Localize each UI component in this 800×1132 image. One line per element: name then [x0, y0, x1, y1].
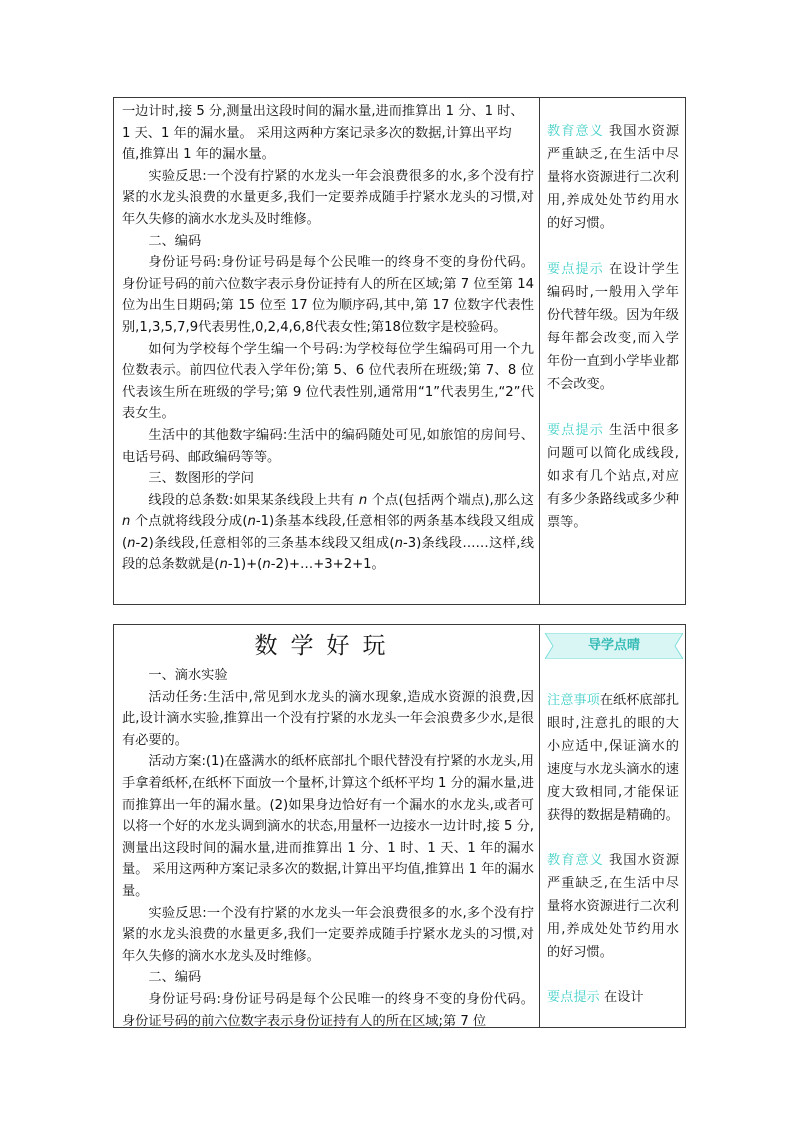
guide-banner	[545, 633, 683, 659]
banner-label: 导学点晴	[587, 638, 640, 653]
note-text: 我国水资源严重缺乏,在生活中尽量将水资源进行二次利用,养成处处节约用水的好习惯。	[547, 124, 680, 231]
id-code-paragraph: 身份证号码:身份证号码是每个公民唯一的终身不变的身份代码。身份证号码的前六位数字表示身份证持有人的所在区域;第 7 位至第 14 位为出生日期码;第 15 位至 17 位为顺序码,其中,第 17 位数字代表性别,1,3,5,7,9代表男性,0,2,4,6,8代表女性;第18位数字是校验码。	[122, 255, 534, 335]
reflection-paragraph: 实验反思:一个没有拧紧的水龙头一年会浪费很多的水,多个没有拧紧的水龙头浪费的水量更多,我们一定要养成随手拧紧水龙头的习惯,对年久失修的滴水水龙头及时维修。	[122, 168, 534, 227]
text-line: 值,推算出 1 年的漏水量。	[122, 147, 275, 163]
page-title: 数学好玩	[254, 633, 399, 659]
segments-text: 个点(包括两个端点),那么这	[371, 492, 534, 508]
segments-text: -3)条线段……这样,线段的总条数就是(	[122, 535, 534, 573]
section-heading-drip: 一、滴水实验	[148, 668, 228, 683]
task-paragraph: 活动任务:生活中,常见到水龙头的滴水现象,造成水资源的浪费,因此,设计滴水实验,推算出一个没有拧紧的水龙头一年会浪费多少水,是很有必要的。	[122, 689, 534, 748]
note-tag: 要点提示	[547, 262, 604, 277]
lesson-panel-bottom	[113, 624, 686, 1028]
side-notes-column	[540, 625, 685, 1027]
note-tag: 注意事项	[547, 693, 600, 708]
section-heading-coding: 二、编码	[148, 233, 202, 249]
plan-paragraph: 活动方案:(1)在盛满水的纸杯底部扎个眼代替没有拧紧的水龙头,用手拿着纸杯,在纸杯下面放一个量杯,计算这个纸杯平均 1 分的漏水量,进而推算出一年的漏水量。(2)如果身边恰好有一个漏水的水龙头,或者可以将一个好的水龙头调到滴水的状态,用量杯一边接水一边计时,接 5 分,测量出这段时间的漏水量,进而推算出 1 分、1 时、1 天、1 年的漏水量。 采用这两种方案记录多次的数据,计算出平均值,推算出 1 年的漏水量。	[122, 754, 534, 899]
note-tag: 教育意义	[547, 124, 604, 139]
note-tag: 要点提示	[547, 990, 600, 1005]
side-note	[540, 98, 685, 235]
side-note	[540, 827, 685, 964]
segments-text: 线段的总条数:如果某条线段上共有	[148, 492, 355, 508]
section-heading-graphs: 三、数图形的学问	[148, 471, 254, 487]
variable-n: n	[122, 514, 131, 530]
main-text-column	[114, 625, 540, 1027]
other-code-paragraph: 生活中的其他数字编码:生活中的编码随处可见,如旅馆的房间号、电话号码、邮政编码等等。	[122, 427, 534, 465]
note-text: 在设计学生编码时,一般用入学年份代替年级。因为年级每年都会改变,而入学年份一直到小学毕业都不会改变。	[547, 262, 680, 392]
section-heading-coding: 二、编码	[148, 970, 202, 986]
segments-text: 个点就将线段分成(	[134, 514, 248, 530]
note-tag: 要点提示	[547, 423, 604, 438]
main-text-column	[114, 98, 540, 604]
segments-paragraph	[122, 490, 534, 576]
text-line: 1 天、1 年的漏水量。 采用这两种方案记录多次的数据,计算出平均	[122, 125, 512, 141]
side-notes-column	[540, 98, 685, 604]
school-code-paragraph: 如何为学校每个学生编一个号码:为学校每位学生编码可用一个九位数表示。前四位代表入学年份;第 5、6 位代表所在班级;第 7、8 位代表该生所在班级的学号;第 9 位代表性别,通常用“1”代表男生,“2”代表女生。	[122, 341, 534, 422]
variable-n: n	[219, 557, 228, 573]
side-note	[540, 235, 685, 396]
lesson-panel-top	[113, 97, 686, 605]
note-text: 在设计	[603, 990, 644, 1005]
note-tag: 教育意义	[547, 853, 604, 868]
text-line: 一边计时,接 5 分,测量出这段时间的漏水量,进而推算出 1 分、1 时、	[122, 104, 524, 119]
id-code-paragraph: 身份证号码:身份证号码是每个公民唯一的终身不变的身份代码。身份证号码的前六位数字表示身份证持有人的所在区域;第 7 位	[122, 991, 534, 1027]
note-text: 生活中很多问题可以简化成线段,如求有几个站点,对应有多少条路线或多少种票等。	[547, 423, 680, 530]
variable-n: n	[247, 514, 256, 530]
side-note	[540, 396, 685, 534]
variable-n: n	[394, 535, 403, 551]
segments-text: -1)条基本线段,任意相邻的两条基本线段又组成(	[122, 514, 534, 551]
reflection-paragraph: 实验反思:一个没有拧紧的水龙头一年会浪费很多的水,多个没有拧紧的水龙头浪费的水量更多,我们一定要养成随手拧紧水龙头的习惯,对年久失修的滴水水龙头及时维修。	[122, 905, 534, 964]
note-text: 在纸杯底部扎眼时,注意扎的眼的大小应适中,保证滴水的速度与水龙头滴水的速度大致相同,才能保证获得的数据是精确的。	[547, 693, 680, 823]
variable-n: n	[358, 492, 368, 508]
segments-text: -1)+(	[227, 557, 263, 573]
note-text: 我国水资源严重缺乏,在生活中尽量将水资源进行二次利用,养成处处节约用水的好习惯。	[547, 853, 680, 960]
segments-text: -2)+…+3+2+1。	[270, 557, 385, 573]
variable-n: n	[127, 535, 136, 551]
variable-n: n	[262, 557, 271, 573]
side-note	[540, 964, 685, 1009]
segments-text: -2)条线段,任意相邻的三条基本线段又组成(	[135, 535, 395, 551]
